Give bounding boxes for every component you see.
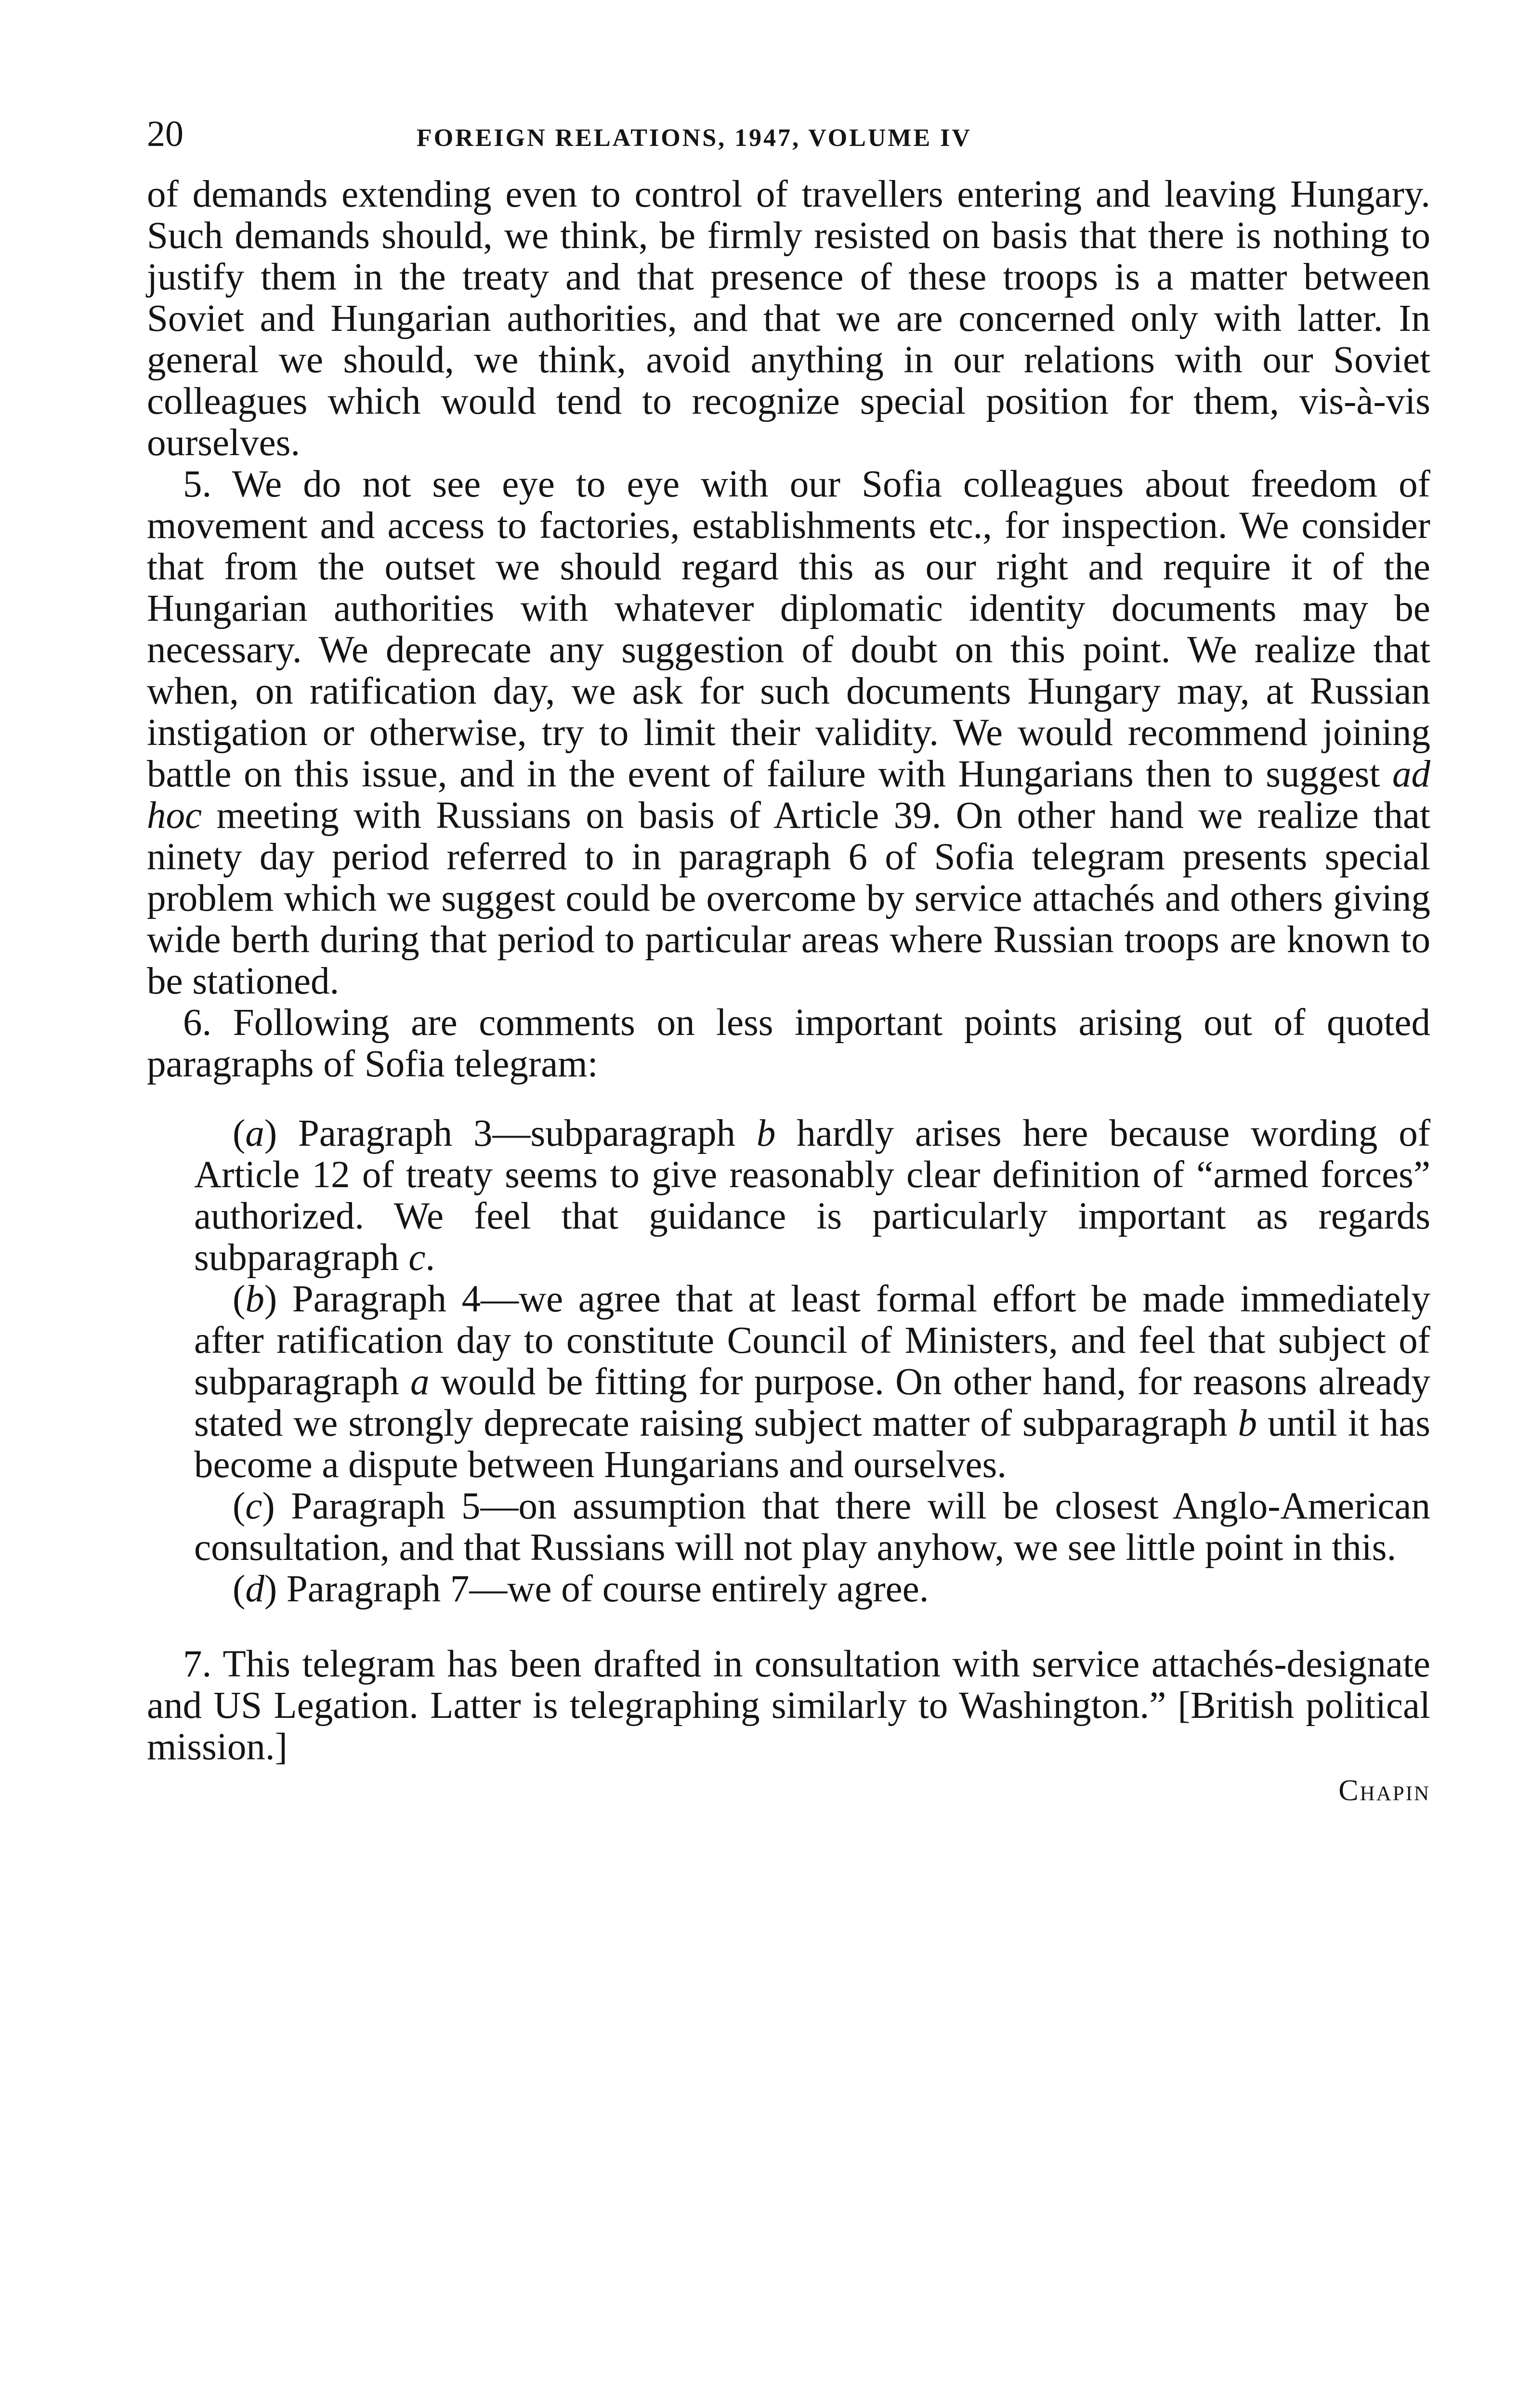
subparagraph-d: (d) Paragraph 7—we of course entirely agree. [233, 1568, 929, 1610]
subparagraph-a-text-1: Paragraph 3—subparagraph [277, 1112, 757, 1154]
subparagraph-c-label: c [245, 1485, 262, 1527]
subparagraph-a-italic-1: b [756, 1112, 776, 1154]
subparagraph-b-label: b [245, 1278, 264, 1320]
subparagraph-d-text: Paragraph 7—we of course entirely agree. [277, 1568, 929, 1610]
signature-name: Chapin [1338, 1774, 1430, 1807]
subparagraph-b-text-1: Paragraph 4—we agree that at least formal effort be made immediately after ratification day to constitute Council of Ministers, and feel that subject of subparagraph [194, 1278, 1430, 1403]
page-header [147, 113, 1430, 171]
paragraph-7: 7. This telegram has been drafted in consultation with service attachés-designate and US Legation. Latter is telegraphing similarly to Washington.” [British political mission.] [147, 1643, 1430, 1768]
subparagraph-a-text-2: hardly arises here because wording of Article 12 of treaty seems to give reasonably clear definition of “armed forces” authorized. We feel that guidance is particularly important as regards subparagraph [194, 1112, 1431, 1279]
subparagraph-a-label: a [245, 1112, 264, 1154]
subparagraph-a-italic-2: c [408, 1237, 426, 1279]
subparagraph-b: (b) Paragraph 4—we agree that at least formal effort be made immediately after ratification day to constitute Council of Ministers, and feel that subject of subparagraph a would be fitting for purpose. On other hand, for reasons already stated we strongly deprecate raising subject matter of subparagraph b until it has become a dispute between Hungarians and ourselves. [194, 1278, 1430, 1486]
subparagraph-d-label: d [245, 1568, 264, 1610]
subparagraph-b-text-2: would be fitting for purpose. On other hand, for reasons already stated we strongly deprecate raising subject matter of subparagraph [194, 1361, 1430, 1444]
subparagraph-c: (c) Paragraph 5—on assumption that there will be closest Anglo-American consultation, and that Russians will not play anyhow, we see little point in this. [194, 1485, 1430, 1569]
paragraph-5 [147, 464, 1430, 1002]
subparagraph-a: (a) Paragraph 3—subparagraph b hardly arises here because wording of Article 12 of treaty seems to give reasonably clear definition of “armed forces” authorized. We feel that guidance is particularly important as regards subparagraph c. [194, 1112, 1431, 1279]
paragraph-5-text-1: 5. We do not see eye to eye with our Sofia colleagues about freedom of movement and access to factories, establishments etc., for inspection. We consider that from the outset we should regard this as our right and require it of the Hungarian authorities with whatever diplomatic identity documents may be necessary. We deprecate any suggestion of doubt on this point. We realize that when, on ratification day, we ask for such documents Hungary may, at Russian instigation or otherwise, try to limit their validity. We would recommend joining battle on this issue, and in the event of failure with Hungarians then to suggest [147, 463, 1430, 795]
subparagraph-list [194, 1112, 1431, 1610]
page-number: 20 [147, 114, 183, 154]
paragraph-gap [147, 1610, 1430, 1644]
subparagraph-c-text: Paragraph 5—on assumption that there will be closest Anglo-American consultation, and that Russians will not play anyhow, we see little point in this. [194, 1485, 1430, 1569]
subparagraph-b-text-3: until it has become a dispute between Hungarians and ourselves. [194, 1402, 1430, 1486]
document-page [147, 113, 1430, 1811]
signature [147, 1770, 1430, 1811]
subparagraph-b-italic-2: b [1238, 1402, 1257, 1444]
paragraph-6: 6. Following are comments on less important points arising out of quoted paragraphs of Sofia telegram: [147, 1002, 1430, 1085]
paragraph-5-text-2: meeting with Russians on basis of Article 39. On other hand we realize that ninety day period referred to in paragraph 6 of Sofia telegram presents special problem which we suggest could be overcome by service attachés and others giving wide berth during that period to particular areas where Russian troops are known to be stationed. [147, 795, 1430, 1002]
subparagraph-a-text-3: . [425, 1237, 435, 1279]
paragraph-continuation: of demands extending even to control of travellers entering and leaving Hungary. Such demands should, we think, be firmly resisted on basis that there is nothing to justify them in the treaty and that presence of these troops is a matter between Soviet and Hungarian authorities, and that we are concerned only with latter. In general we should, we think, avoid anything in our relations with our Soviet colleagues which would tend to recognize special position for them, vis-à-vis ourselves. [147, 173, 1430, 464]
running-head: FOREIGN RELATIONS, 1947, VOLUME IV [417, 124, 972, 152]
body-text [147, 174, 1430, 1811]
paragraph-5-italic: ad hoc [147, 753, 1430, 837]
subparagraph-b-italic-1: a [410, 1361, 430, 1403]
